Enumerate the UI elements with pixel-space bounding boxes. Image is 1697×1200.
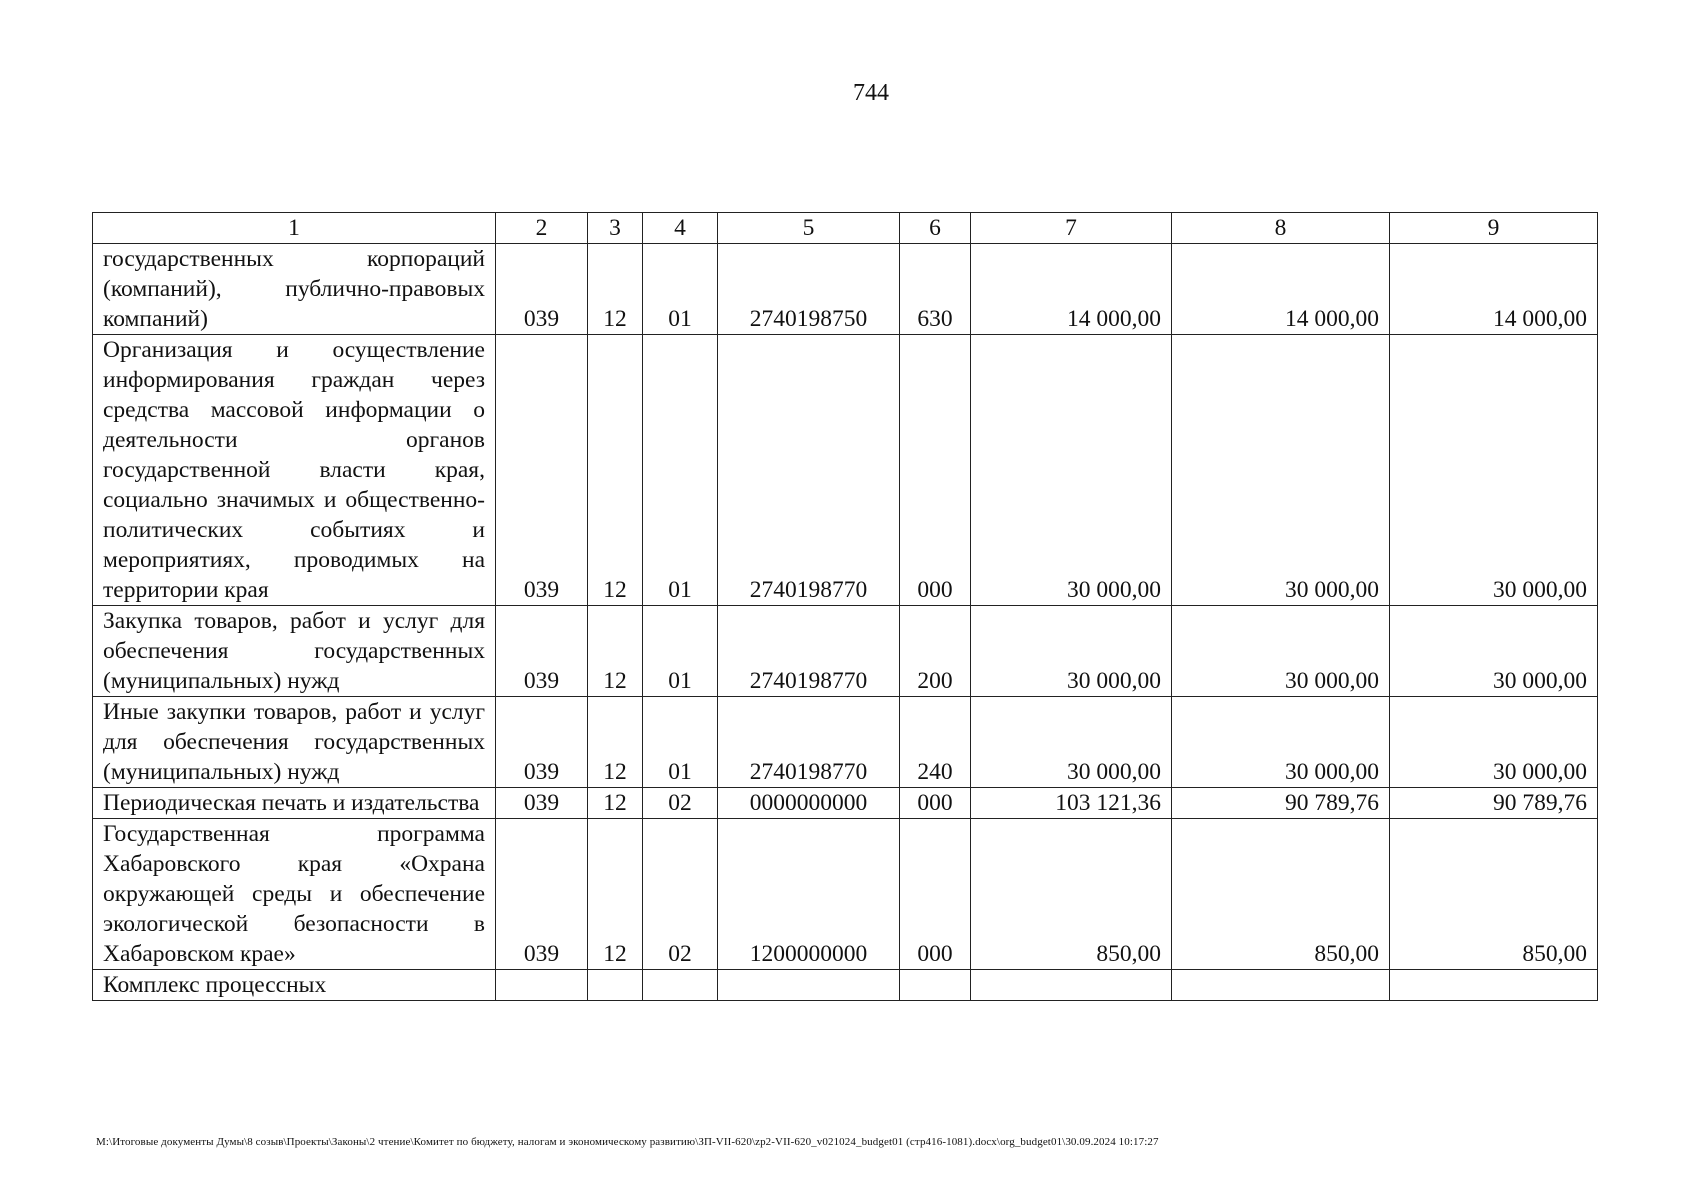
cell-c7: 103 121,36 bbox=[971, 788, 1172, 819]
cell-c5 bbox=[718, 970, 900, 1001]
table-row bbox=[93, 335, 1598, 606]
cell-c3: 12 bbox=[588, 244, 643, 335]
budget-table bbox=[92, 212, 1598, 1001]
cell-c8: 30 000,00 bbox=[1172, 697, 1390, 788]
column-header: 7 bbox=[971, 213, 1172, 244]
cell-c9: 90 789,76 bbox=[1390, 788, 1598, 819]
row-name: Иные закупки товаров, работ и услуг для обеспечения государственных (муниципальных) нужд bbox=[93, 697, 496, 788]
cell-c5: 1200000000 bbox=[718, 819, 900, 970]
row-name: Комплекс процессных bbox=[93, 970, 496, 1001]
cell-c6: 200 bbox=[900, 606, 971, 697]
cell-c6: 000 bbox=[900, 788, 971, 819]
column-header: 4 bbox=[643, 213, 718, 244]
cell-c8: 850,00 bbox=[1172, 819, 1390, 970]
table-row bbox=[93, 819, 1598, 970]
column-header: 1 bbox=[93, 213, 496, 244]
table-row bbox=[93, 697, 1598, 788]
cell-c4 bbox=[643, 970, 718, 1001]
cell-c8: 30 000,00 bbox=[1172, 606, 1390, 697]
row-name: Периодическая печать и издательства bbox=[93, 788, 496, 819]
table-row bbox=[93, 970, 1598, 1001]
cell-c3: 12 bbox=[588, 819, 643, 970]
footer-file-path: M:\Итоговые документы Думы\8 созыв\Проекты\Законы\2 чтение\Комитет по бюджету, налогам и экономическому развитию\ЗП-VII-620\zp2-VII-620_v021024_budget01 (стр416-1081).docx\org_budget01\30.09.2024 10:17:27 bbox=[96, 1136, 1159, 1148]
cell-c2: 039 bbox=[496, 697, 588, 788]
cell-c7: 850,00 bbox=[971, 819, 1172, 970]
cell-c7 bbox=[971, 970, 1172, 1001]
cell-c2: 039 bbox=[496, 819, 588, 970]
cell-c8: 30 000,00 bbox=[1172, 335, 1390, 606]
cell-c6 bbox=[900, 970, 971, 1001]
column-header: 5 bbox=[718, 213, 900, 244]
column-header: 2 bbox=[496, 213, 588, 244]
cell-c8: 90 789,76 bbox=[1172, 788, 1390, 819]
row-name: Организация и осуществление информирования граждан через средства массовой информации о деятельности органов государственной власти края, социально значимых и общественно-политических событиях и мероприятиях, проводимых на территории края bbox=[93, 335, 496, 606]
header-row bbox=[93, 213, 1598, 244]
cell-c4: 02 bbox=[643, 788, 718, 819]
cell-c3: 12 bbox=[588, 606, 643, 697]
column-header: 6 bbox=[900, 213, 971, 244]
cell-c5: 2740198770 bbox=[718, 697, 900, 788]
cell-c9: 850,00 bbox=[1390, 819, 1598, 970]
cell-c6: 000 bbox=[900, 819, 971, 970]
page-number: 744 bbox=[853, 80, 889, 106]
cell-c6: 240 bbox=[900, 697, 971, 788]
cell-c5: 0000000000 bbox=[718, 788, 900, 819]
cell-c4: 02 bbox=[643, 819, 718, 970]
cell-c3: 12 bbox=[588, 697, 643, 788]
cell-c4: 01 bbox=[643, 697, 718, 788]
cell-c9: 14 000,00 bbox=[1390, 244, 1598, 335]
cell-c9: 30 000,00 bbox=[1390, 697, 1598, 788]
table-row bbox=[93, 606, 1598, 697]
cell-c4: 01 bbox=[643, 335, 718, 606]
row-name: государственных корпораций (компаний), публично-правовых компаний) bbox=[93, 244, 496, 335]
column-header: 8 bbox=[1172, 213, 1390, 244]
cell-c3: 12 bbox=[588, 335, 643, 606]
cell-c7: 30 000,00 bbox=[971, 697, 1172, 788]
row-name: Государственная программа Хабаровского края «Охрана окружающей среды и обеспечение экологической безопасности в Хабаровском крае» bbox=[93, 819, 496, 970]
column-header: 9 bbox=[1390, 213, 1598, 244]
cell-c9: 30 000,00 bbox=[1390, 606, 1598, 697]
cell-c4: 01 bbox=[643, 606, 718, 697]
cell-c6: 630 bbox=[900, 244, 971, 335]
cell-c8: 14 000,00 bbox=[1172, 244, 1390, 335]
table-row bbox=[93, 244, 1598, 335]
cell-c5: 2740198770 bbox=[718, 335, 900, 606]
cell-c7: 30 000,00 bbox=[971, 606, 1172, 697]
cell-c9 bbox=[1390, 970, 1598, 1001]
column-header: 3 bbox=[588, 213, 643, 244]
cell-c2: 039 bbox=[496, 788, 588, 819]
cell-c8 bbox=[1172, 970, 1390, 1001]
cell-c2: 039 bbox=[496, 606, 588, 697]
cell-c2 bbox=[496, 970, 588, 1001]
cell-c5: 2740198750 bbox=[718, 244, 900, 335]
cell-c4: 01 bbox=[643, 244, 718, 335]
cell-c6: 000 bbox=[900, 335, 971, 606]
cell-c2: 039 bbox=[496, 335, 588, 606]
cell-c7: 14 000,00 bbox=[971, 244, 1172, 335]
cell-c9: 30 000,00 bbox=[1390, 335, 1598, 606]
cell-c3 bbox=[588, 970, 643, 1001]
row-name: Закупка товаров, работ и услуг для обеспечения государственных (муниципальных) нужд bbox=[93, 606, 496, 697]
cell-c7: 30 000,00 bbox=[971, 335, 1172, 606]
cell-c3: 12 bbox=[588, 788, 643, 819]
cell-c5: 2740198770 bbox=[718, 606, 900, 697]
table-row bbox=[93, 788, 1598, 819]
cell-c2: 039 bbox=[496, 244, 588, 335]
